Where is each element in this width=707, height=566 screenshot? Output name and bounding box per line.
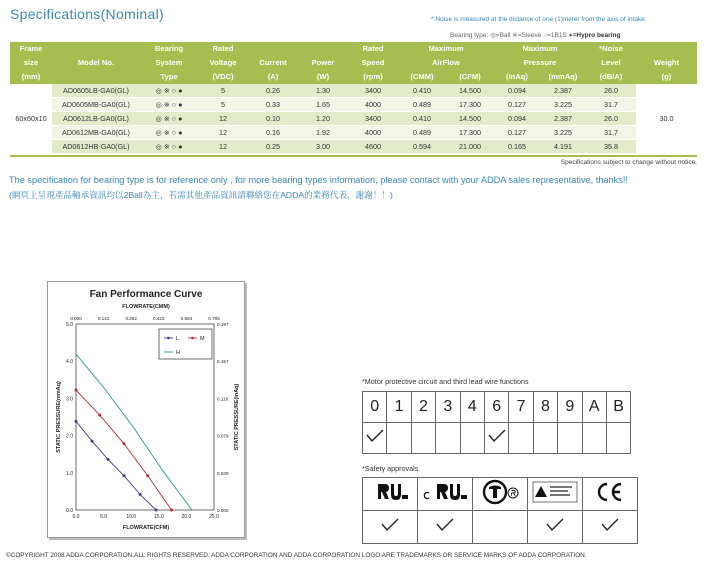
y2-tick-label: 0.118 <box>217 396 229 402</box>
cell-mmaq: 2.387 <box>540 84 586 98</box>
cell-bearing: ◎ ※ ○ ● <box>140 98 198 112</box>
y2-tick-label: 0.039 <box>217 470 229 476</box>
cell-mmaq: 4.191 <box>540 140 586 154</box>
series-point-L <box>107 458 110 461</box>
cell-cfm: 14.500 <box>446 112 494 126</box>
check-icon <box>601 518 619 532</box>
y2-tick-label: 0.157 <box>217 359 229 365</box>
cell-voltage: 12 <box>198 126 248 140</box>
th-frame-1: Frame <box>10 42 52 56</box>
cell-bearing: ◎ ※ ○ ● <box>140 126 198 140</box>
y-tick-label: 2.0 <box>66 433 73 440</box>
motor-code-cell: B <box>606 392 630 423</box>
x-tick-label: 10.0 <box>126 514 137 520</box>
cell-inaq: 0.127 <box>494 98 540 112</box>
spec-title: Specifications(Nominal) <box>10 6 164 22</box>
x2-tick-label: 0.564 <box>180 316 193 321</box>
cell-voltage: 12 <box>198 112 248 126</box>
table-row <box>10 84 697 98</box>
cell-inaq: 0.094 <box>494 112 540 126</box>
series-point-M <box>170 509 173 512</box>
sleeve-icon: ※ <box>512 32 518 39</box>
x2-tick-label: 0.423 <box>153 316 165 321</box>
cell-cfm: 14.500 <box>446 84 494 98</box>
ul-mark-icon <box>365 479 415 505</box>
motor-code-cell: 9 <box>558 392 582 423</box>
safety-check-cell <box>363 511 418 544</box>
legend-label-L: L <box>176 336 180 342</box>
motor-check-cell <box>606 423 630 454</box>
x-axis-label: FLOWRATE(CFM) <box>122 525 170 531</box>
series-point-M <box>123 442 126 445</box>
safety-mark-cell <box>363 478 418 511</box>
copyright: ©COPYRIGHT 2008 ADDA CORPORATION.ALL RIGHTS RESERVED. ADDA CORPORATION AND ADDA CORPORATION LOGO ARE TRADEMARKS OR SERVICE MARKS OF ADDA CORPORATION. <box>6 552 587 559</box>
th-current-1 <box>248 42 298 56</box>
y-tick-label: 5.0 <box>66 322 73 328</box>
cul-mark-icon <box>420 479 470 505</box>
motor-check-cell <box>533 423 557 454</box>
motor-check-cell <box>558 423 582 454</box>
series-point-M <box>75 389 78 392</box>
motor-code-cell: 4 <box>460 392 484 423</box>
cell-noise: 35.8 <box>586 140 636 154</box>
motor-functions-table <box>362 391 631 454</box>
bearing-legend <box>450 31 620 39</box>
th-power-3: (W) <box>298 70 348 84</box>
y-axis-label: STATIC PRESSURE(mmAq) <box>56 381 62 453</box>
th-frame-3: (mm) <box>10 70 52 84</box>
cell-cmm: 0.489 <box>398 98 446 112</box>
table-row <box>10 98 697 112</box>
x2-axis-label: FLOWRATE(CMM) <box>122 304 170 310</box>
safety-check-cell <box>528 511 583 544</box>
y-tick-label: 1.0 <box>66 470 73 477</box>
cell-power: 1.65 <box>298 98 348 112</box>
th-noise-3: (dB/A) <box>586 70 636 84</box>
check-icon <box>381 518 399 532</box>
cell-voltage: 5 <box>198 98 248 112</box>
cell-current: 0.26 <box>248 84 298 98</box>
fan-performance-chart <box>47 281 245 538</box>
th-weight-2: Weight <box>636 56 697 70</box>
cell-inaq: 0.094 <box>494 84 540 98</box>
y-tick-label: 4.0 <box>66 359 73 366</box>
y2-tick-label: 0.197 <box>217 322 229 327</box>
cell-speed: 4000 <box>348 98 398 112</box>
y-tick-label: 0.0 <box>66 508 73 514</box>
series-point-M <box>146 474 149 477</box>
cell-mmaq: 2.387 <box>540 112 586 126</box>
th-bearing-1: Bearing <box>140 42 198 56</box>
cell-cmm: 0.594 <box>398 140 446 154</box>
bearing-legend-1b1s: =1B1S <box>547 32 567 39</box>
series-point-M <box>98 414 101 417</box>
cell-inaq: 0.165 <box>494 140 540 154</box>
motor-check-cell <box>460 423 484 454</box>
spec-table <box>10 42 697 154</box>
cell-cmm: 0.489 <box>398 126 446 140</box>
th-noise-1: *Noise <box>586 42 636 56</box>
chart-legend <box>159 329 212 359</box>
cell-speed: 4000 <box>348 126 398 140</box>
y2-axis-label: STATIC PRESSURE(inAq) <box>234 383 240 451</box>
motor-code-cell: 3 <box>436 392 460 423</box>
hypro-icon: ● <box>568 32 573 39</box>
cell-power: 1.20 <box>298 112 348 126</box>
th-model-1 <box>52 42 140 56</box>
th-speed-1: Rated <box>348 42 398 56</box>
cell-mmaq: 3.225 <box>540 126 586 140</box>
th-bearing-2: System <box>140 56 198 70</box>
y-tick-label: 3.0 <box>66 396 73 403</box>
spec-divider <box>10 155 697 157</box>
chart-title: Fan Performance Curve <box>89 289 203 300</box>
series-line-M <box>76 390 171 510</box>
motor-functions-label: *Motor protective circuit and third lead wire functions <box>362 377 529 386</box>
th-pressure-mmaq: (mmAq) <box>540 70 586 84</box>
check-icon <box>546 518 564 532</box>
safety-mark-cell <box>528 478 583 511</box>
motor-check-cell <box>484 423 508 454</box>
th-voltage-2: Voltage <box>198 56 248 70</box>
safety-check-cell <box>473 511 528 544</box>
th-current-3: (A) <box>248 70 298 84</box>
cell-power: 1.30 <box>298 84 348 98</box>
bearing-info-en: The specification for bearing type is for reference only , for more bearing types information, please contact with your ADDA sales representative, thanks!! <box>9 175 628 185</box>
spec-table-body <box>10 84 697 154</box>
safety-mark-cell <box>583 478 638 511</box>
safety-approvals-table <box>362 477 638 544</box>
x2-tick-label: 0.282 <box>125 316 137 321</box>
check-icon <box>366 429 384 443</box>
ball-icon: ◎ <box>490 32 496 39</box>
cell-bearing: ◎ ※ ○ ● <box>140 84 198 98</box>
th-speed-2: Speed <box>348 56 398 70</box>
bearing-legend-hypro: =Hypro bearing <box>572 32 621 39</box>
safety-mark-cell <box>418 478 473 511</box>
cell-cfm: 17.300 <box>446 98 494 112</box>
th-model-3 <box>52 70 140 84</box>
cell-model: AD0605MB-GA0(GL) <box>52 98 140 112</box>
legend-marker-L <box>167 337 170 340</box>
motor-check-cell <box>436 423 460 454</box>
motor-code-cell: 7 <box>509 392 533 423</box>
th-noise-2: Level <box>586 56 636 70</box>
motor-check-cell <box>509 423 533 454</box>
x-tick-label: 25.0 <box>209 514 219 520</box>
table-row <box>10 112 697 126</box>
motor-check-cell <box>582 423 606 454</box>
cell-cmm: 0.410 <box>398 84 446 98</box>
cell-inaq: 0.127 <box>494 126 540 140</box>
cell-bearing: ◎ ※ ○ ● <box>140 140 198 154</box>
x-tick-label: 20.0 <box>181 514 192 520</box>
fan-performance-chart-svg <box>48 282 244 537</box>
motor-check-cell <box>387 423 411 454</box>
cell-current: 0.33 <box>248 98 298 112</box>
th-weight-3: (g) <box>636 70 697 84</box>
th-current-2: Current <box>248 56 298 70</box>
cell-noise: 31.7 <box>586 98 636 112</box>
cell-voltage: 12 <box>198 140 248 154</box>
motor-code-cell: 1 <box>387 392 411 423</box>
cell-speed: 3400 <box>348 84 398 98</box>
th-power-1 <box>298 42 348 56</box>
legend-label-M: M <box>200 336 205 342</box>
motor-code-cell: 2 <box>411 392 435 423</box>
cell-cfm: 21.000 <box>446 140 494 154</box>
noise-note: *:Noise is measured at the distance of one (1)meter from the axis of intake. <box>431 16 647 23</box>
th-airflow-cfm: (CFM) <box>446 70 494 84</box>
motor-code-cell: 6 <box>484 392 508 423</box>
x2-tick-label: 0.141 <box>97 316 110 321</box>
cell-voltage: 5 <box>198 84 248 98</box>
th-power-2: Power <box>298 56 348 70</box>
series-point-L <box>139 493 142 496</box>
cell-noise: 31.7 <box>586 126 636 140</box>
spec-note: Specifications subject to change without notice. <box>560 159 697 166</box>
th-airflow-2: AirFlow <box>398 56 494 70</box>
series-point-L <box>75 420 78 423</box>
x2-tick-label: 0.000 <box>70 316 82 321</box>
y2-tick-label: 0.079 <box>217 433 229 439</box>
series-point-L <box>91 440 94 443</box>
motor-check-cell <box>411 423 435 454</box>
cell-noise: 26.0 <box>586 84 636 98</box>
safety-mark-cell <box>473 478 528 511</box>
cell-model: AD0612MB-GA0(GL) <box>52 126 140 140</box>
th-frame-2: size <box>10 56 52 70</box>
cell-speed: 3400 <box>348 112 398 126</box>
th-airflow-cmm: (CMM) <box>398 70 446 84</box>
motor-code-cell: 0 <box>363 392 387 423</box>
cell-speed: 4600 <box>348 140 398 154</box>
safety-check-cell <box>418 511 473 544</box>
table-row <box>10 126 697 140</box>
one-b1s-icon: ○ <box>543 32 548 39</box>
th-pressure-1: Maximum <box>494 42 586 56</box>
th-bearing-3: Type <box>140 70 198 84</box>
x-tick-label: 0.0 <box>72 514 80 520</box>
csa-mark-icon <box>475 479 525 505</box>
motor-code-cell: 8 <box>533 392 557 423</box>
legend-label-H: H <box>176 350 180 356</box>
cell-mmaq: 3.225 <box>540 98 586 112</box>
cell-model: AD0612LB-GA0(GL) <box>52 112 140 126</box>
cell-current: 0.25 <box>248 140 298 154</box>
bearing-info-zh: (網頁上呈現產品軸承資訊均以2Ball為主，若需其他產品資訊請聯絡您在ADDA的業務代表，謝謝！！) <box>9 190 393 200</box>
motor-code-cell: A <box>582 392 606 423</box>
x-tick-label: 5.0 <box>100 514 108 520</box>
th-airflow-1: Maximum <box>398 42 494 56</box>
cell-current: 0.10 <box>248 112 298 126</box>
series-line-H <box>76 354 192 510</box>
bearing-legend-ball: =Ball <box>495 32 511 39</box>
cell-model: AD0612HB-GA0(GL) <box>52 140 140 154</box>
th-model-2: Model No. <box>52 56 140 70</box>
series-point-L <box>123 474 126 477</box>
x-tick-label: 15.0 <box>153 514 164 520</box>
cell-noise: 26.0 <box>586 112 636 126</box>
th-pressure-inaq: (InAq) <box>494 70 540 84</box>
ce-mark-icon <box>585 479 635 505</box>
cell-current: 0.16 <box>248 126 298 140</box>
tuv-mark-icon <box>530 479 580 505</box>
check-icon <box>436 518 454 532</box>
check-icon <box>488 429 506 443</box>
cell-bearing: ◎ ※ ○ ● <box>140 112 198 126</box>
cell-power: 1.92 <box>298 126 348 140</box>
bearing-legend-sleeve: =Sleeve <box>517 32 542 39</box>
cell-model: AD0605LB-GA0(GL) <box>52 84 140 98</box>
cell-power: 3.00 <box>298 140 348 154</box>
th-voltage-1: Rated <box>198 42 248 56</box>
weight-cell: 30.0 <box>636 84 697 154</box>
bearing-legend-label: Bearing type: <box>450 32 489 39</box>
cell-cmm: 0.410 <box>398 112 446 126</box>
legend-marker-M <box>191 337 194 340</box>
th-voltage-3: (VDC) <box>198 70 248 84</box>
th-speed-3: (rpm) <box>348 70 398 84</box>
x2-tick-label: 0.705 <box>208 316 220 321</box>
series-point-L <box>155 509 158 512</box>
table-row <box>10 140 697 154</box>
cell-cfm: 17.300 <box>446 126 494 140</box>
frame-size-cell: 60x60x10 <box>10 84 52 154</box>
safety-check-cell <box>583 511 638 544</box>
y2-tick-label: 0.000 <box>217 508 229 513</box>
motor-check-cell <box>363 423 387 454</box>
th-weight-1 <box>636 42 697 56</box>
safety-approvals-label: *Safety approvals <box>362 464 419 473</box>
th-pressure-2: Pressure <box>494 56 586 70</box>
